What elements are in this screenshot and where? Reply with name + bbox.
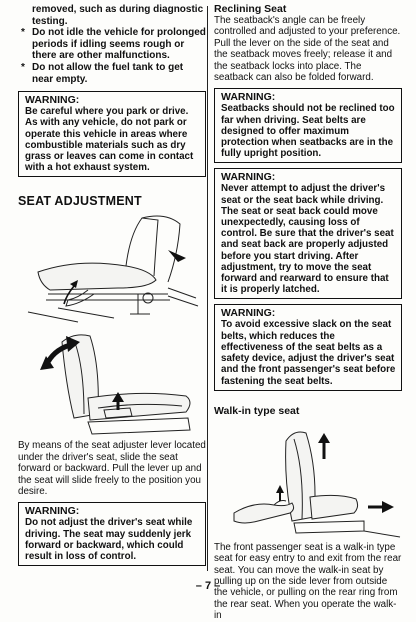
warning-box-parking [18,91,206,177]
warning-box-seat-belt-slack [214,304,402,390]
walk-in-seat-paragraph: The front passenger seat is a walk-in type seat for easy entry to and exit from the rear seat. You can move the walk-in seat by pulling up on the side lever from outside the vehicle, or pulling on the rear ring from the rear seat. When you operate the walk-in [214,541,402,622]
warning-text: Never attempt to adjust the driver's seat or the seat back while driving. The seat or seat back could move unexpectedly, causing loss of control. Be sure that the driver's seat and seat back are properly adjusted before you start driving. After adjustment, try to move the seat forward and rearward to ensure that it is properly latched. [221,183,394,296]
list-item: removed, such as during diagnostic testing. [32,4,204,27]
warning-text: To avoid excessive slack on the seat belts, which reduces the effectiveness of the seat belts as a safety device, adjust the driver's seat and the front passenger's seat before fastening the seat belts. [221,319,396,387]
list-item: * Do not idle the vehicle for prolonged periods if idling seems rough or there are other malfunctions. [21,27,206,62]
seat-slide-figure [18,214,206,324]
warning-title: WARNING: [221,91,276,104]
warning-box-recline [214,88,402,163]
left-column [18,0,206,566]
right-column [214,0,402,622]
precaution-list [18,4,206,85]
walk-in-seat-title: Walk-in type seat [214,404,300,417]
page-number: – 7 – [195,580,221,592]
seat-adjust-paragraph: By means of the seat adjuster lever located under the driver's seat, slide the seat forward or backward. Pull the lever up and the seat will slide freely to the position you desire. [18,440,206,497]
warning-box-never-adjust [214,168,402,299]
section-title: SEAT ADJUSTMENT [18,194,142,209]
reclining-seat-paragraph: The seatback's angle can be freely controlled and adjusted to your preference. Pull the lever on the side of the seat and the seatback moves freely; release it and the seatback locks into place. The seatback can also be folded forward. [214,15,401,84]
warning-text: Be careful where you park or drive. As with any vehicle, do not park or operate this vehicle in areas where combustible materials such as dry grass or leaves can come in contact with a hot exhaust system. [25,106,194,174]
reclining-seat-title: Reclining Seat [214,3,287,15]
walk-in-seat-figure [214,421,402,539]
column-divider [207,6,208,571]
warning-title: WARNING: [25,505,80,518]
warning-text: Do not adjust the driver's seat while driving. The seat may suddenly jerk forward or backward, which could result in loss of control. [25,517,193,563]
seat-recline-figure [18,326,206,436]
warning-text: Seatbacks should not be reclined too far when driving. Seat belts are designed to offer maximum protection when seatbacks are in the fully upright position. [221,103,395,160]
warning-box-adjust-while-driving [18,502,206,566]
warning-title: WARNING: [221,171,276,184]
warning-title: WARNING: [221,307,276,320]
list-item: * Do not allow the fuel tank to get near empty. [21,61,184,85]
warning-title: WARNING: [25,94,80,107]
